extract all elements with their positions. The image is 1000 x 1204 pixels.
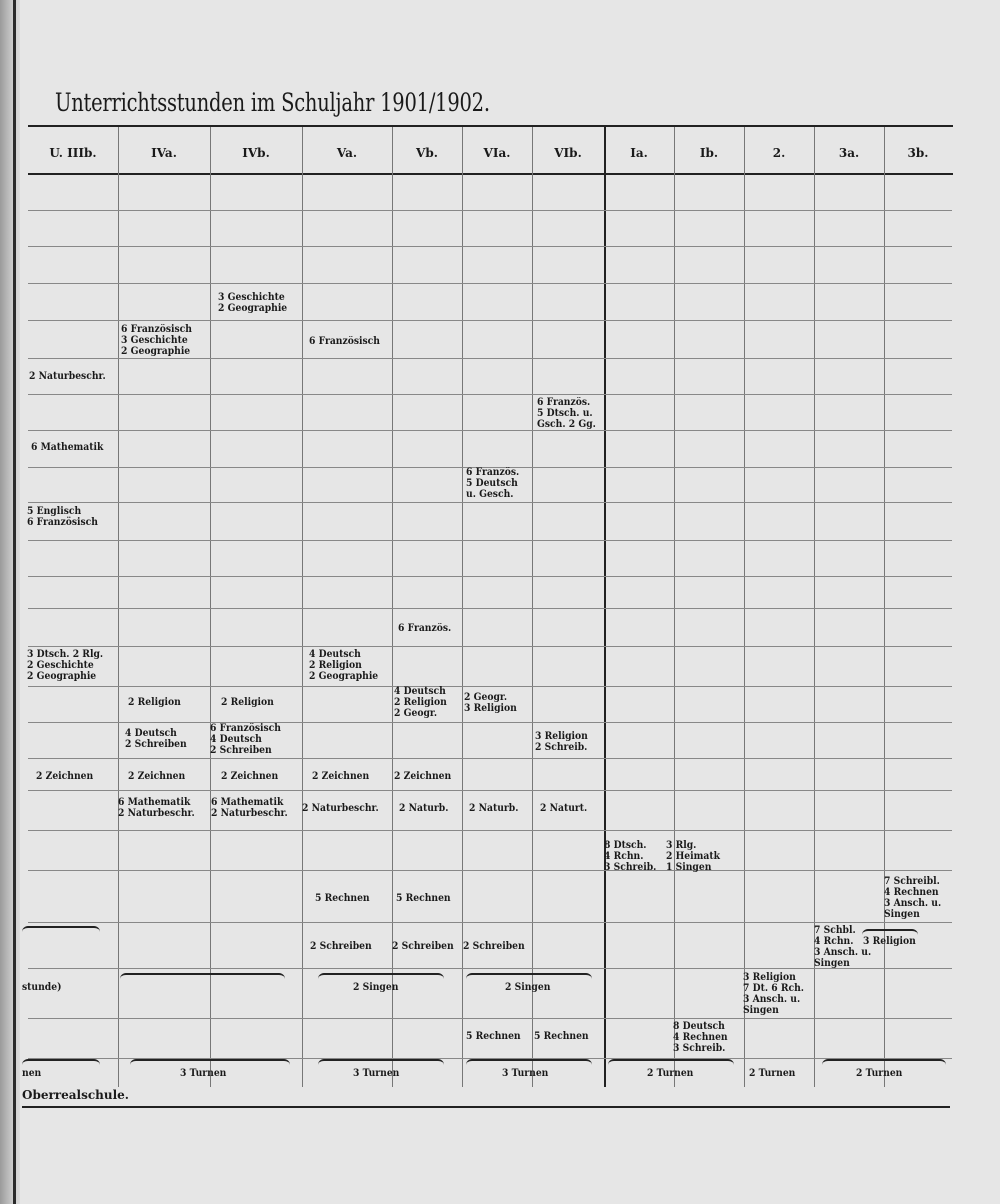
column-header: 3b.	[907, 146, 929, 160]
column-header: IVa.	[151, 146, 177, 160]
row-divider	[28, 722, 952, 723]
column-header: Vb.	[416, 146, 438, 160]
brace-i-turnen	[608, 1059, 734, 1069]
column-divider	[302, 127, 303, 1087]
row-divider	[28, 830, 952, 831]
cell-turnen-i: 2 Turnen	[647, 1068, 694, 1079]
cell-vib-religion: 3 Religion 2 Schreib.	[535, 731, 588, 753]
cell-u3b-turnen: nen	[22, 1068, 42, 1079]
footer-school-name: Oberrealschule.	[22, 1088, 129, 1102]
brace-u3b	[22, 926, 100, 936]
cell-vb-franzoesisch: 6 Französ.	[398, 623, 452, 634]
cell-va-deutsch: 4 Deutsch 2 Religion 2 Geographie	[309, 649, 379, 682]
column-divider	[604, 127, 606, 1087]
row-divider	[28, 870, 952, 871]
cell-iva-religion: 2 Religion	[128, 697, 181, 708]
page-title: Unterrichtsstunden im Schuljahr 1901/1902.	[55, 88, 490, 117]
row-divider	[28, 502, 952, 503]
cell-3a-schreiblesen: 7 Schbl. 4 Rchn. 3 Ansch. u. Singen	[814, 925, 872, 969]
cell-vb-schreiben: 2 Schreiben	[392, 941, 454, 952]
column-header: U. IIIb.	[49, 146, 97, 160]
cell-via-rechnen: 5 Rechnen	[466, 1031, 521, 1042]
row-divider	[28, 686, 952, 687]
brace-3a	[862, 929, 918, 939]
row-divider	[28, 758, 952, 759]
row-divider	[28, 646, 952, 647]
brace-u3b-turnen	[22, 1059, 100, 1069]
cell-va-franzoesisch: 6 Französisch	[309, 336, 380, 347]
cell-vib-franzoesisch: 6 Französ. 5 Dtsch. u. Gsch. 2 Gg.	[537, 397, 596, 430]
page-binding-edge	[0, 0, 20, 1204]
cell-iva-zeichnen: 2 Zeichnen	[128, 771, 186, 782]
row-divider	[28, 790, 952, 791]
cell-ib-deutsch: 8 Deutsch 4 Rechnen 3 Schreib.	[673, 1021, 728, 1054]
cell-via-naturb: 2 Naturb.	[469, 803, 519, 814]
cell-u3b-stunde: stunde)	[22, 982, 62, 993]
cell-ivb-mathematik: 6 Mathematik 2 Naturbeschr.	[211, 797, 288, 819]
row-divider	[28, 576, 952, 577]
column-divider	[744, 127, 745, 1087]
row-divider	[28, 358, 952, 359]
cell-vib-rechnen: 5 Rechnen	[534, 1031, 589, 1042]
row-divider	[28, 1018, 952, 1019]
cell-u3b-naturbeschr: 2 Naturbeschr.	[29, 371, 106, 382]
cell-ivb-franzoesisch: 6 Französisch 4 Deutsch 2 Schreiben	[210, 723, 281, 756]
cell-3a-religion: 3 Religion	[863, 936, 916, 947]
cell-vb-deutsch: 4 Deutsch 2 Religion 2 Geogr.	[394, 686, 447, 719]
brace-iv-singen	[120, 973, 285, 983]
column-header: Ia.	[630, 146, 648, 160]
row-divider	[28, 210, 952, 211]
cell-3b-schreiblesen: 7 Schreibl. 4 Rechnen 3 Ansch. u. Singen	[884, 876, 942, 920]
column-divider	[118, 127, 119, 1087]
cell-va-zeichnen: 2 Zeichnen	[312, 771, 370, 782]
brace-iv-turnen	[130, 1059, 290, 1069]
row-divider	[28, 430, 952, 431]
cell-via-schreiben: 2 Schreiben	[463, 941, 525, 952]
cell-via-franzoesisch: 6 Französ. 5 Deutsch u. Gesch.	[466, 467, 520, 500]
column-header: 3a.	[838, 146, 860, 160]
cell-iva-deutsch: 4 Deutsch 2 Schreiben	[125, 728, 187, 750]
column-header: VIa.	[483, 146, 511, 160]
cell-singen-v: 2 Singen	[353, 982, 399, 993]
cell-turnen-vi: 3 Turnen	[502, 1068, 549, 1079]
cell-va-schreiben: 2 Schreiben	[310, 941, 372, 952]
cell-turnen-3: 2 Turnen	[856, 1068, 903, 1079]
cell-turnen-v: 3 Turnen	[353, 1068, 400, 1079]
column-header: Ib.	[699, 146, 719, 160]
cell-vb-rechnen: 5 Rechnen	[396, 893, 451, 904]
brace-3-turnen	[822, 1059, 946, 1069]
row-divider	[28, 320, 952, 321]
cell-u3b-mathematik: 6 Mathematik	[31, 442, 104, 453]
cell-ib-religion: 3 Rlg. 2 Heimatk 1 Singen	[666, 840, 720, 873]
cell-ivb-geschichte: 3 Geschichte 2 Geographie	[218, 292, 288, 314]
cell-vb-zeichnen: 2 Zeichnen	[394, 771, 452, 782]
cell-via-geogr: 2 Geogr. 3 Religion	[464, 692, 517, 714]
column-divider	[210, 127, 211, 1087]
row-divider	[28, 608, 952, 609]
row-divider	[28, 540, 952, 541]
table-bottom-rule	[22, 1106, 950, 1108]
row-divider	[28, 283, 952, 284]
cell-iva-mathematik: 6 Mathematik 2 Naturbeschr.	[118, 797, 195, 819]
cell-iva-franzoesisch: 6 Französisch 3 Geschichte 2 Geographie	[121, 324, 192, 357]
cell-u3b-deutsch: 3 Dtsch. 2 Rlg. 2 Geschichte 2 Geographie	[27, 649, 104, 682]
cell-turnen-iv: 3 Turnen	[180, 1068, 227, 1079]
row-divider	[28, 394, 952, 395]
cell-ivb-zeichnen: 2 Zeichnen	[221, 771, 279, 782]
brace-v-turnen	[318, 1059, 444, 1069]
brace-v-singen	[318, 973, 444, 983]
row-divider	[28, 246, 952, 247]
cell-ia-deutsch: 8 Dtsch. 4 Rchn. 3 Schreib.	[604, 840, 657, 873]
cell-singen-vi: 2 Singen	[505, 982, 551, 993]
column-header: Va.	[336, 146, 358, 160]
cell-turnen-2: 2 Turnen	[749, 1068, 796, 1079]
column-header: VIb.	[554, 146, 582, 160]
brace-vi-turnen	[466, 1059, 592, 1069]
cell-2-religion: 3 Religion 7 Dt. 6 Rch. 3 Ansch. u. Singen	[743, 972, 804, 1016]
cell-u3b-englisch: 5 Englisch 6 Französisch	[27, 506, 98, 528]
cell-va-rechnen: 5 Rechnen	[315, 893, 370, 904]
column-header: 2.	[772, 146, 786, 160]
column-header: IVb.	[242, 146, 270, 160]
cell-va-naturbeschr: 2 Naturbeschr.	[302, 803, 379, 814]
cell-ivb-religion: 2 Religion	[221, 697, 274, 708]
column-divider	[674, 127, 675, 1087]
column-divider	[532, 127, 533, 1087]
cell-u3b-zeichnen: 2 Zeichnen	[36, 771, 94, 782]
cell-vb-naturb: 2 Naturb.	[399, 803, 449, 814]
brace-vi-singen	[466, 973, 592, 983]
cell-vib-naturt: 2 Naturt.	[540, 803, 588, 814]
row-divider	[28, 922, 952, 923]
